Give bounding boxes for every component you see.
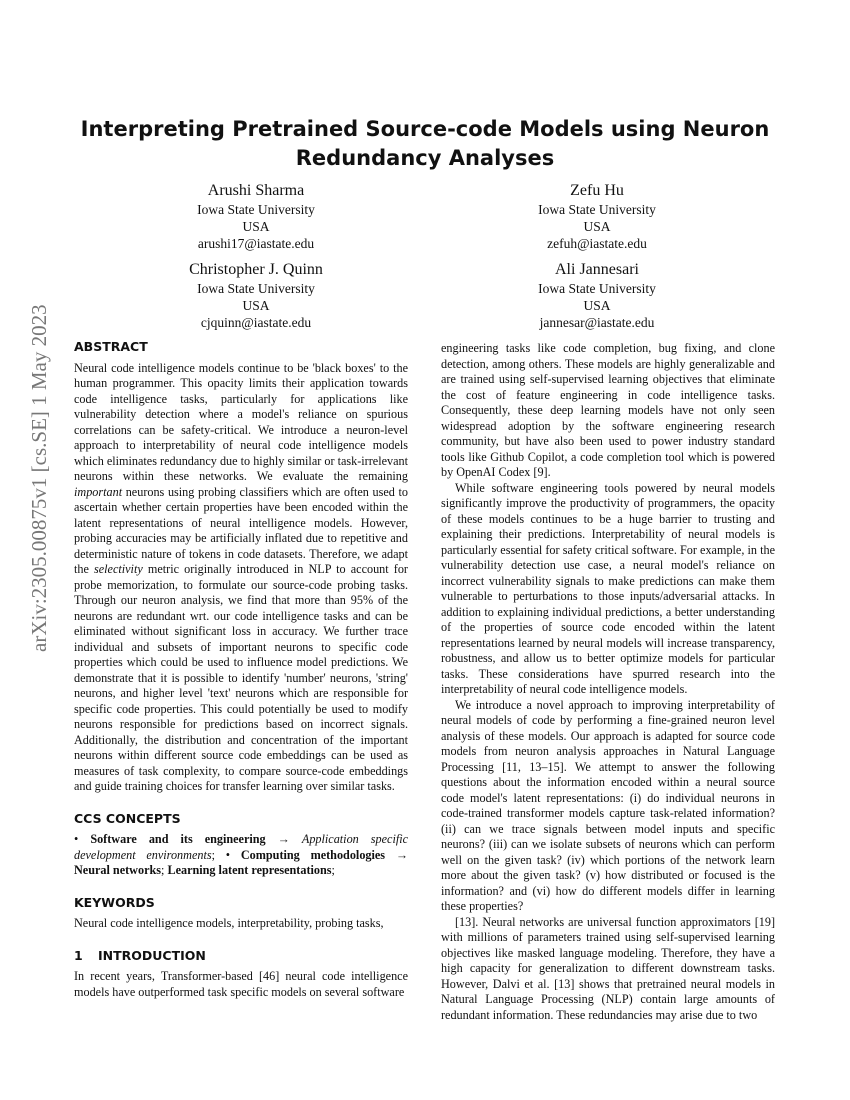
ccs-arrow: → [265,832,302,846]
ccs-term: Computing methodologies [240,847,386,862]
author-name: Arushi Sharma [207,182,305,199]
right-column [441,341,775,1023]
body-paragraph: engineering tasks like code completion, bug fixing, and clone detection, among others. These models are highly generalizable and are trained using self-supervised learning objectives that eliminate the cost of feature engineering in code intelligence tasks. Consequently, these deep learning models have not only seen widespread adoption by the software engineering research community, but have also been used to power industry standard tools like Github Copilot, a code completion tool which is powered by OpenAI Codex [9]. [441,341,775,479]
author-name: Christopher J. Quinn [189,261,323,278]
body-paragraph: While software engineering tools powered by neural models significantly improve the productivity of programmers, the opacity of these models continues to be a huge barrier to trusting and explaining their predictions. Interpretability of neural models is particularly essential for safety critical software. For example, in the vulnerability detection use case, a neural model's reliance on incorrect vulnerability signals to make predictions can make them vulnerable to perturbations to those inputs/adversarial attacks. In addition to explaining individual predictions, a better understanding of the properties of source code encoded within the latent representations learned by neural models will increase transparency, robustness, and allow us to better optimize models for particular tasks. These considerations have spurred research into the interpretability of neural code intelligence models. [441,480,775,696]
introduction-heading [74,948,408,964]
paper-title [0,115,850,173]
keywords-heading: KEYWORDS [74,894,155,910]
ccs-end: ; [331,863,335,877]
author-affiliation: Iowa State University [538,281,656,296]
ccs-arrow: → [385,847,409,862]
abstract-text [74,361,408,795]
body-paragraph: We introduce a novel approach to improving interpretability of neural models of code by performing a fine-grained neuron level analysis of these models. Our approach is adapted for source code models from neuron analysis approaches in Natural Language Processing [11, 13–15]. We attempt to answer the following questions about the information encoded within a neural source code model's latent representations: (i) do individual neurons in code-trained transformer models capture task-related information? (ii) can we trace signals between model inputs and specific neurons? (iii) can we isolate subsets of neurons which can perform well on the given task? (iv) which portions of the network learn more about the given task? (v) how distributed or focused is the information? and (vi) how do different models differ in learning these properties? [441,697,775,913]
abstract-heading: ABSTRACT [74,339,148,354]
author-affiliation: Iowa State University [197,202,315,217]
section-title: INTRODUCTION [98,947,206,963]
author-country: USA [583,298,611,313]
author-name: Ali Jannesari [555,261,639,278]
title-line-1: Interpreting Pretrained Source-code Models using Neuron [80,117,770,141]
ccs-term: Software and its engineering [90,832,266,846]
arxiv-stamp: arXiv:2305.00875v1 [cs.SE] 1 May 2023 [27,304,51,652]
ccs-bullet: • [74,832,79,846]
author-affiliation: Iowa State University [197,281,315,296]
keywords-text: Neural code intelligence models, interpretability, probing tasks, [74,916,384,930]
author-block-1 [106,180,406,252]
ccs-separator: ; [211,847,226,862]
introduction-paragraph: In recent years, Transformer-based [46] neural code intelligence models have outperformed task specific models on several software [74,969,408,999]
author-country: USA [242,298,270,313]
title-line-2: Redundancy Analyses [295,146,555,170]
author-affiliation: Iowa State University [538,202,656,217]
left-column [74,339,408,1000]
ccs-concepts [74,832,408,879]
body-paragraph: [13]. Neural networks are universal function approximators [19] with millions of parameters trained using self-supervised learning objectives like masked language modeling. Therefore, they have a high capacity for generalization to different downstream tasks. However, Dalvi et al. [13] shows that pretrained neural models in Natural Language Processing (NLP) contain large amounts of redundant information. These redundancies may arise due to two [441,914,775,1022]
abstract-text-part: metric originally introduced in NLP to account for probe memorization, to formulate our source-code probing tasks. Through our neuron analysis, we find that more than 95% of the neurons are redundant wrt. our code intelligence tasks and can be eliminated without significant loss in accuracy. We further trace individual and subsets of important neurons to specific code properties which could be used to influence model predictions. We demonstrate that it is possible to identify 'number' neurons, 'string' neurons, and higher level 'text' neurons which are responsible for specific code properties. This could potentially be used to modify neurons responsible for predictions based on incorrect signals. Additionally, the distribution and concentration of the important neurons within different source code embeddings can be used as measures of task complexity, to compare source-code embeddings and guide training choices for transfer learning over similar tasks. [74,562,408,793]
author-email: zefuh@iastate.edu [547,236,647,251]
author-block-3 [106,259,406,331]
ccs-separator: ; [161,863,168,877]
ccs-heading: CCS CONCEPTS [74,810,181,826]
author-block-2 [447,180,747,252]
abstract-text-part: Neural code intelligence models continue to be 'black boxes' to the human programmer. This opacity limits their application towards code intelligence tasks, particularly for applications like vulnerability detection where a model's reliance on spurious correlations can be safety-critical. We introduce a neuron-level approach to interpretability of neural code intelligence models which eliminates redundancy due to highly similar or task-irrelevant neurons within these networks. We evaluate the remaining [74,360,408,483]
section-number: 1 [74,947,83,963]
author-country: USA [583,219,611,234]
abstract-text-part: neurons using probing classifiers which are often used to ascertain whether certain properties have been encoded within the latent representations of neural intelligence models. However, probing accuracies may be artificially inflated due to repetitive and deterministic nature of tokens in code datasets. Therefore, we adapt the [74,484,408,576]
ccs-subterm: Neural networks [74,863,161,877]
abstract-emphasis: important [74,484,123,499]
author-email: arushi17@iastate.edu [197,236,315,251]
author-block-4 [447,259,747,331]
ccs-subterm: Learning latent representations [167,863,332,877]
author-country: USA [242,219,270,234]
author-email: cjquinn@iastate.edu [200,315,312,330]
ccs-bullet: • [225,847,231,862]
abstract-emphasis: selectivity [94,562,143,576]
author-email: jannesar@iastate.edu [539,315,655,330]
ccs-subterm: Application specific development environments [74,832,409,862]
author-name: Zefu Hu [570,182,624,199]
